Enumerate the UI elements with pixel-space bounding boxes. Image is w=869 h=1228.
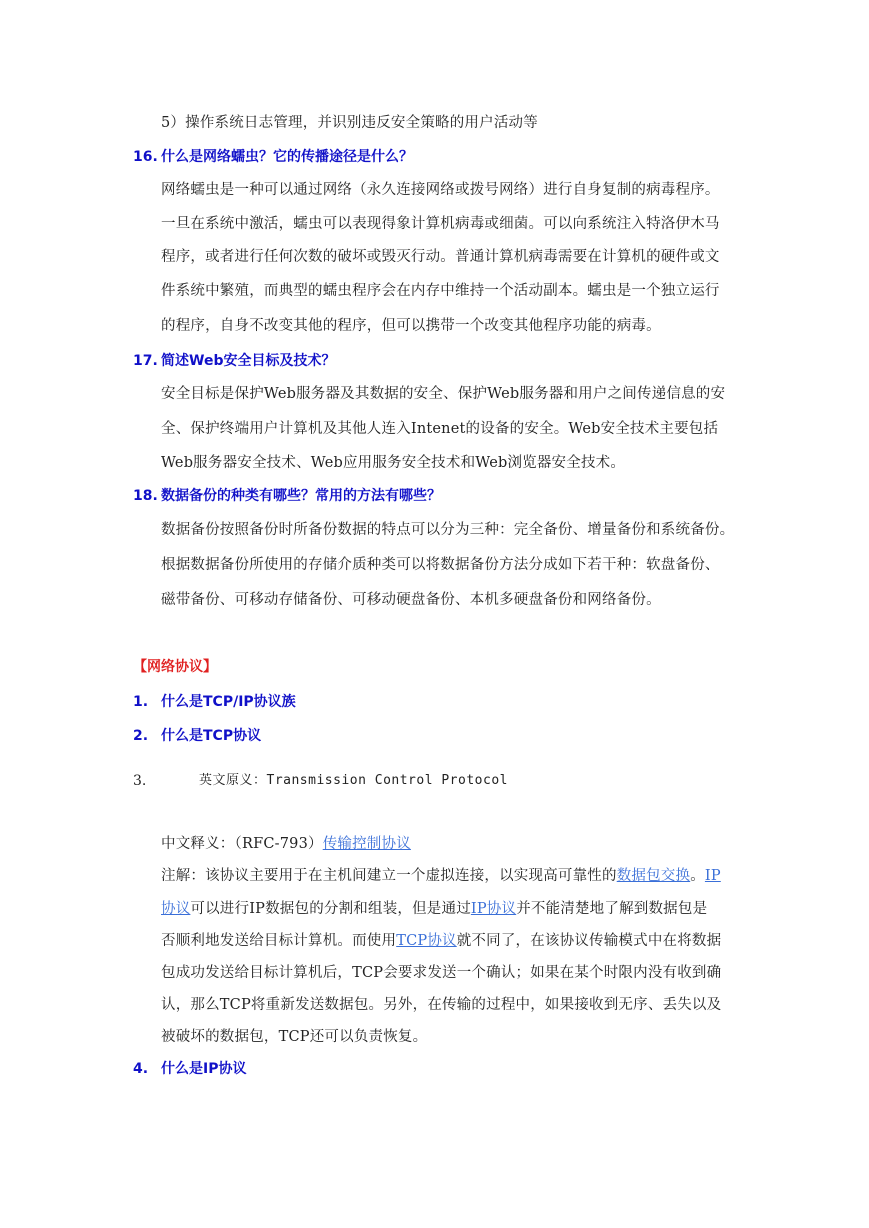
protocol-2-heading [133,726,261,746]
note-text: 。 [690,868,705,884]
ip-protocol-link-2[interactable]: IP协议 [470,901,517,917]
chinese-meaning [161,834,741,854]
answer-line: 根据数据备份所使用的存储介质种类可以将数据备份方法分成如下若干种：软盘备份、 [161,557,720,573]
tcp-protocol-link[interactable]: TCP协议 [396,933,457,949]
protocol-1-heading [133,692,296,712]
question-number: 1. [133,694,149,710]
note-text: 否顺利地发送给目标计算机。而使用 [161,933,397,949]
note-line [161,931,741,951]
answer-line: 安全目标是保护Web服务器及其数据的安全、保护Web服务器和用户之间传递信息的安 [161,386,726,402]
list-item-5: 5）操作系统日志管理，并识别违反安全策略的用户活动等 [161,115,538,131]
ip-protocol-link-b[interactable]: 协议 [161,901,191,917]
question-number: 16. [133,149,158,165]
question-title: 什么是IP协议 [161,1061,247,1077]
protocol-3-number: 3. [133,773,147,789]
note-line: 被破坏的数据包，TCP还可以负责恢复。 [161,1029,428,1045]
question-number: 18. [133,488,158,504]
answer-line: 磁带备份、可移动存储备份、可移动硬盘备份、本机多硬盘备份和网络备份。 [161,592,661,608]
note-text: 并不能清楚地了解到数据包是 [516,901,708,917]
question-title: 什么是TCP协议 [161,728,262,744]
answer-line: Web服务器安全技术、Web应用服务安全技术和Web浏览器安全技术。 [161,455,626,471]
question-16-heading [133,147,413,167]
question-title: 什么是网络蠕虫？它的传播途径是什么？ [161,149,413,165]
chinese-meaning-prefix: 中文释义：（RFC-793） [161,836,323,852]
packet-exchange-link[interactable]: 数据包交换 [616,868,691,884]
answer-line: 程序，或者进行任何次数的破坏或毁灭行动。普通计算机病毒需要在计算机的硬件或文 [161,249,720,265]
question-17-heading [133,351,335,371]
answer-line: 的程序，自身不改变其他的程序，但可以携带一个改变其他程序功能的病毒。 [161,318,661,334]
note-text: 注解：该协议主要用于在主机间建立一个虚拟连接，以实现高可靠性的 [161,868,617,884]
answer-line: 一旦在系统中激活，蠕虫可以表现得象计算机病毒或细菌。可以向系统注入特洛伊木马 [161,216,720,232]
note-line [161,899,741,919]
question-number: 4. [133,1061,149,1077]
answer-line: 全、保护终端用户计算机及其他人连入Intenet的设备的安全。Web安全技术主要包括 [161,421,719,437]
answer-line: 件系统中繁殖，而典型的蠕虫程序会在内存中维持一个活动副本。蠕虫是一个独立运行 [161,283,720,299]
question-number: 17. [133,353,158,369]
note-line: 包成功发送给目标计算机后，TCP会要求发送一个确认；如果在某个时限内没有收到确 [161,965,722,981]
question-18-heading [133,486,441,506]
english-meaning: 英文原义：Transmission Control Protocol [199,773,508,788]
section-heading: 【网络协议】 [133,659,217,675]
answer-line: 数据备份按照备份时所备份数据的特点可以分为三种：完全备份、增量备份和系统备份。 [161,522,735,538]
question-title: 数据备份的种类有哪些？常用的方法有哪些？ [161,488,441,504]
tcp-chinese-link[interactable]: 传输控制协议 [322,836,411,852]
protocol-4-heading [133,1059,246,1079]
answer-line: 网络蠕虫是一种可以通过网络（永久连接网络或拨号网络）进行自身复制的病毒程序。 [161,182,720,198]
note-line: 认，那么TCP将重新发送数据包。另外，在传输的过程中，如果接收到无序、丢失以及 [161,997,722,1013]
question-title: 简述Web安全目标及技术？ [161,353,336,369]
note-line [161,866,741,886]
note-text: 就不同了，在该协议传输模式中在将数据 [456,933,722,949]
note-text: 可以进行IP数据包的分割和组装，但是通过 [190,901,471,917]
question-number: 2. [133,728,149,744]
ip-protocol-link-a[interactable]: IP [704,868,721,884]
question-title: 什么是TCP/IP协议族 [161,694,296,710]
